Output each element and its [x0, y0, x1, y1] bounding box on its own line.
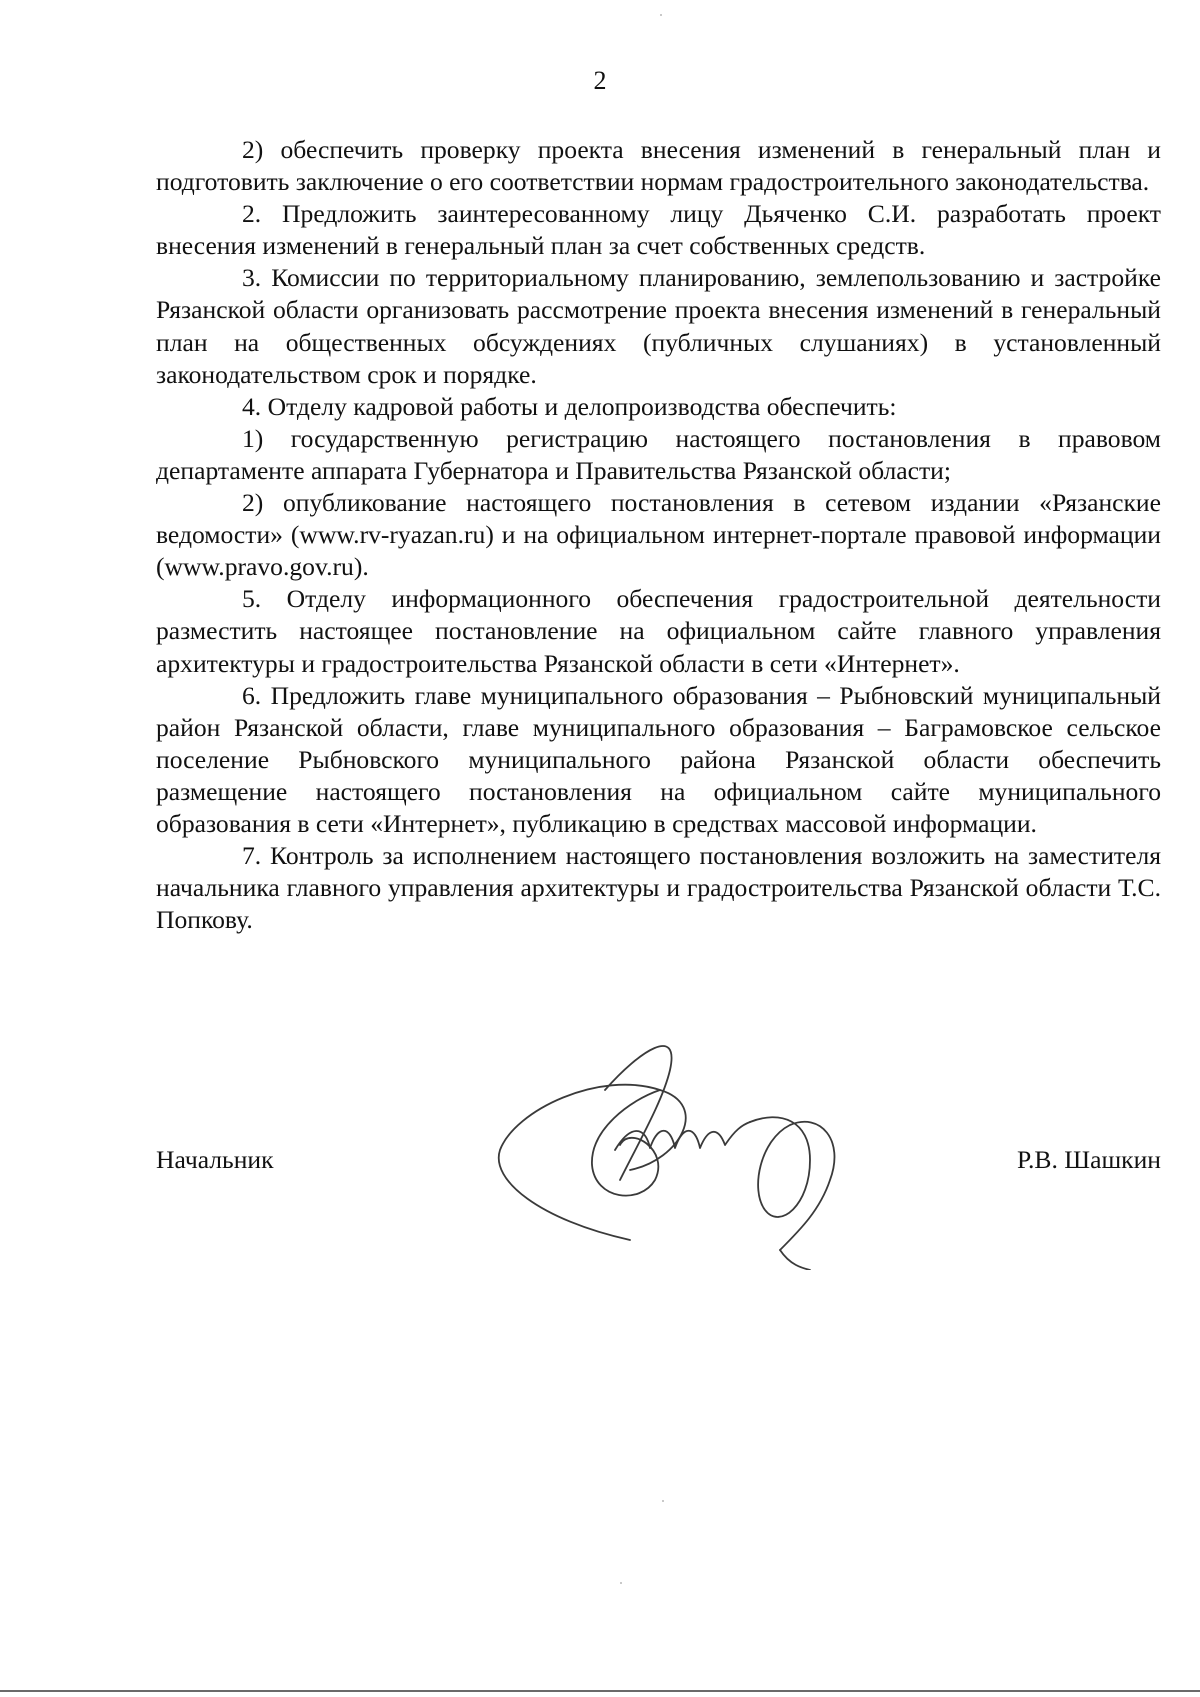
- paragraph-4-item-1: 1) государственную регистрацию настоящего постановления в правовом департаменте аппарата Губернатора и Правительства Рязанской области;: [156, 423, 1161, 485]
- scan-speck: [662, 1500, 664, 1502]
- signatory-name: Р.В. Шашкин: [1016, 1145, 1161, 1174]
- paragraph-4: 4. Отделу кадровой работы и делопроизводства обеспечить:: [242, 391, 897, 421]
- scan-edge-line: [0, 1690, 1200, 1692]
- paragraph-item-1-2: 2) обеспечить проверку проекта внесения изменений в генеральный план и подготовить заключение о его соответствии нормам градостроительного законодательства.: [156, 135, 1161, 197]
- document-body: [156, 134, 1161, 936]
- paragraph-4-item-2: 2) опубликование настоящего постановления в сетевом издании «Рязанские ведомости» (www.rv-ryazan.ru) и на официальном интернет-портале правовой информации (www.pravo.gov.ru).: [156, 488, 1161, 582]
- paragraph-6: 6. Предложить главе муниципального образования – Рыбновский муниципальный район Рязанской области, главе муниципального образования – Баграмовское сельское поселение Рыбновского муниципального района Рязанской области обеспечить размещение настоящего постановления на официальном сайте муниципального образования в сети «Интернет», публикацию в средствах массовой информации.: [156, 680, 1161, 838]
- paragraph-5: 5. Отделу информационного обеспечения градостроительной деятельности разместить настоящее постановление на официальном сайте главного управления архитектуры и градостроительства Рязанской области в сети «Интернет».: [156, 584, 1161, 678]
- signatory-title: Начальник: [156, 1145, 274, 1174]
- paragraph-7: 7. Контроль за исполнением настоящего постановления возложить на заместителя начальника главного управления архитектуры и градостроительства Рязанской области Т.С. Попкову.: [156, 841, 1161, 935]
- scan-speck: [620, 1582, 622, 1584]
- page-number: 2: [593, 66, 607, 95]
- signature-block: [156, 1144, 1161, 1184]
- paragraph-2: 2. Предложить заинтересованному лицу Дьяченко С.И. разработать проект внесения изменений в генеральный план за счет собственных средств.: [156, 199, 1161, 261]
- scan-speck: [660, 14, 662, 16]
- paragraph-3: 3. Комиссии по территориальному планированию, землепользованию и застройке Рязанской области организовать рассмотрение проекта внесения изменений в генеральный план на общественных обсуждениях (публичных слушаниях) в установленный законодательством срок и порядке.: [156, 263, 1161, 389]
